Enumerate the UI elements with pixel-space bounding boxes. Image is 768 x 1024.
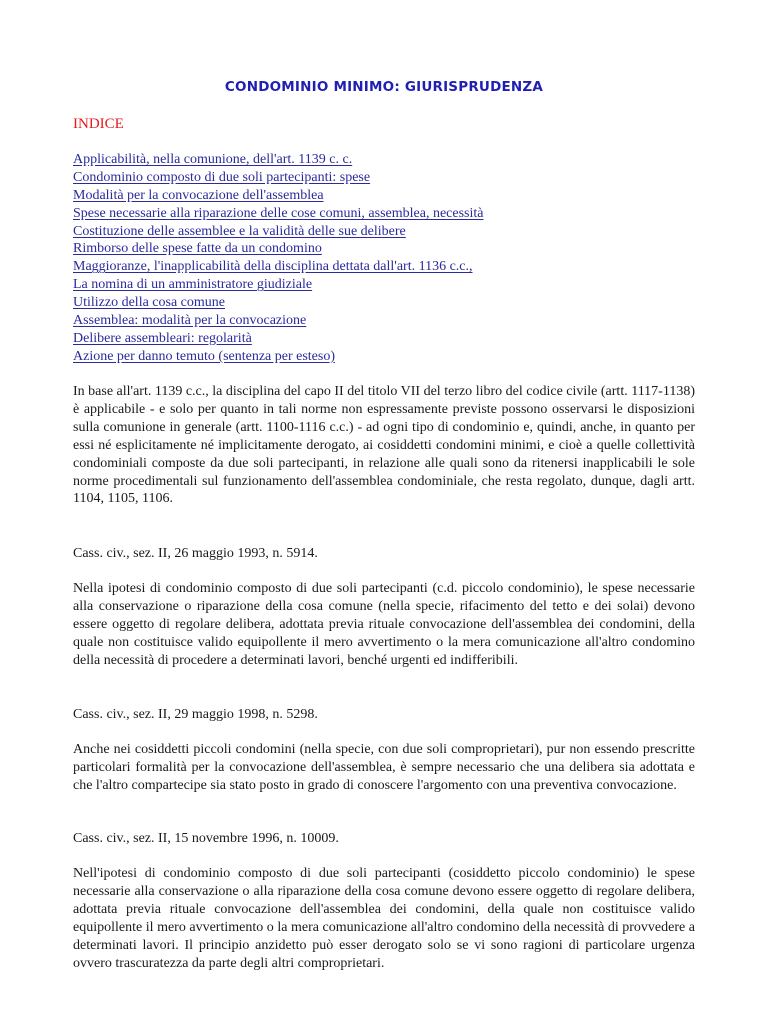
toc-item bbox=[73, 169, 483, 187]
paragraph-spese-piccolo-condominio: Nella ipotesi di condominio composto di due soli partecipanti (c.d. piccolo condominio), le spese necessarie alla conservazione o riparazione della cosa comune (nella specie, rifacimento del tetto e dei solai) devono essere oggetto di regolare delibera, adottata previa rituale convocazione dell'assemblea dei condomini, della quale non costituisce valido equipollente il mero avvertimento o la mera comunicazione all'altro condomino della necessità di procedere a determinati lavori, benché urgenti ed indifferibili. bbox=[73, 581, 695, 668]
toc-item bbox=[73, 348, 483, 366]
toc-item bbox=[73, 187, 483, 205]
toc-link-rimborso-spese[interactable]: Rimborso delle spese fatte da un condomino bbox=[73, 241, 322, 257]
citation-1993: Cass. civ., sez. II, 26 maggio 1993, n. 5914. bbox=[73, 546, 318, 561]
toc-item bbox=[73, 151, 483, 169]
toc-link-costituzione-assemblee[interactable]: Costituzione delle assemblee e la validità delle sue delibere bbox=[73, 223, 406, 239]
index-heading: INDICE bbox=[73, 116, 124, 132]
toc-link-amministratore-giudiziale[interactable]: La nomina di un amministratore giudiziale bbox=[73, 277, 313, 293]
paragraph-due-partecipanti-delibera: Nell'ipotesi di condominio composto di due soli partecipanti (cosiddetto piccolo condominio) le spese necessarie alla conservazione o alla riparazione della cosa comune devono essere oggetto di regolare delibera, adottata previa rituale convocazione dell'assemblea dei condomini, della quale non costituisce valido equipollente il mero avvertimento o la mera comunicazione all'altro condomino della necessità di provvedere a determinati lavori. Il principio anzidetto può esser derogato solo se vi sono ragioni di particolare urgenza ovvero trascuratezza da parte degli altri comproprietari. bbox=[73, 866, 695, 971]
toc-item bbox=[73, 205, 483, 223]
paragraph-art-1139: In base all'art. 1139 c.c., la disciplina del capo II del titolo VII del terzo libro del codice civile (artt. 1117-1138) è applicabile - e solo per quanto in tali norme non espressamente previste possono osservarsi le disposizioni sulla comunione in generale (artt. 1100-1116 c.c.) - ad ogni tipo di condominio e, quindi, anche, in quanto per essi né esplicitamente né implicitamente derogato, ai cosiddetti condomini minimi, e cioè a quelle collettività condominiali composte da due soli partecipanti, in relazione alle quali sono da ritenersi inapplicabili le sole norme procedimentali sul funzionamento dell'assemblea condominiale, che resta regolato, dunque, dagli artt. 1104, 1105, 1106. bbox=[73, 384, 695, 507]
toc-link-convocazione-assemblea[interactable]: Modalità per la convocazione dell'assemblea bbox=[73, 187, 324, 203]
toc-link-delibere-regolarita[interactable]: Delibere assembleari: regolarità bbox=[73, 330, 252, 346]
toc-item bbox=[73, 294, 483, 312]
toc-link-due-partecipanti-spese[interactable]: Condominio composto di due soli partecipanti: spese bbox=[73, 169, 371, 185]
paragraph-piccoli-condomini: Anche nei cosiddetti piccoli condomini (nella specie, con due soli comproprietari), pur non essendo prescritte particolari formalità per la convocazione dell'assemblea, è sempre necessario che una delibera sia adottata e che l'altro compartecipe sia stato posto in grado di conoscere l'argomento con una preventiva convocazione. bbox=[73, 742, 695, 793]
toc-link-danno-temuto[interactable]: Azione per danno temuto (sentenza per esteso) bbox=[73, 348, 336, 364]
document-title: CONDOMINIO MINIMO: GIURISPRUDENZA bbox=[224, 79, 544, 95]
toc-item bbox=[73, 223, 483, 241]
toc-item bbox=[73, 258, 483, 276]
citation-1998: Cass. civ., sez. II, 29 maggio 1998, n. 5298. bbox=[73, 707, 318, 722]
toc-link-maggioranze[interactable]: Maggioranze, l'inapplicabilità della disciplina dettata dall'art. 1136 c.c., bbox=[73, 259, 473, 275]
toc-item bbox=[73, 330, 483, 348]
toc-item bbox=[73, 240, 483, 258]
toc-item bbox=[73, 276, 483, 294]
toc-link-utilizzo-cosa-comune[interactable]: Utilizzo della cosa comune bbox=[73, 295, 225, 311]
toc-item bbox=[73, 312, 483, 330]
toc-link-assemblea-modalita[interactable]: Assemblea: modalità per la convocazione bbox=[73, 313, 307, 329]
toc-link-spese-riparazione[interactable]: Spese necessarie alla riparazione delle cose comuni, assemblea, necessità bbox=[73, 205, 484, 221]
toc-link-applicabilita[interactable]: Applicabilità, nella comunione, dell'art. 1139 c. c. bbox=[73, 152, 353, 167]
citation-1996: Cass. civ., sez. II, 15 novembre 1996, n. 10009. bbox=[73, 831, 339, 846]
table-of-contents bbox=[73, 151, 483, 366]
